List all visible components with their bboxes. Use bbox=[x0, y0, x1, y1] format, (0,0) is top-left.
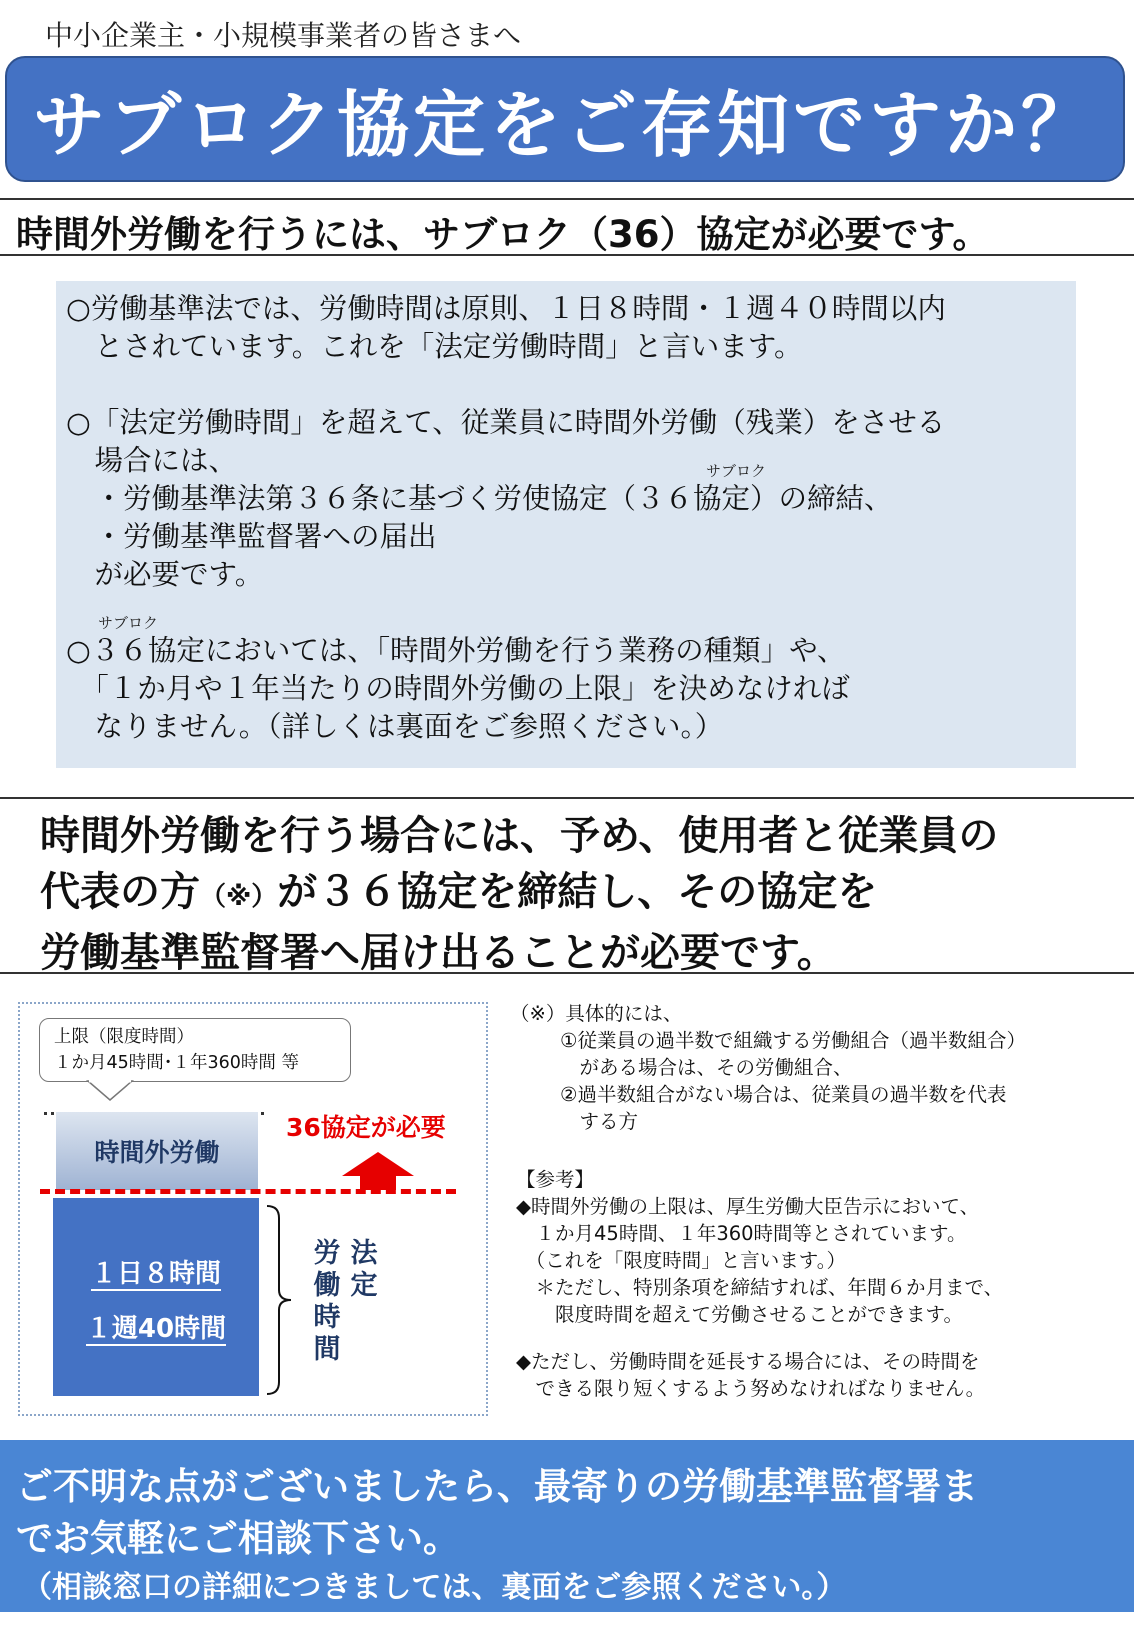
divider bbox=[0, 972, 1134, 974]
paragraph-line: ・労働基準監督署への届出 bbox=[66, 520, 437, 553]
overtime-block: 時間外労働 bbox=[56, 1112, 258, 1190]
paragraph-line: が必要です。 bbox=[66, 558, 264, 591]
reference-notes: 【参考】 ◆時間外労働の上限は、厚生労働大臣告示において、 １か月45時間、１年360時間等とされています。 （これを「限度時間」と言います。） ＊ただし、特別条項を締結すれば、年間６か月まで、 限度時間を超えて労働させることができます。 ◆ただし、労働時間を延長する場合には、その時間を できる限り短くするよう努めなければなりません。 bbox=[516, 1168, 1004, 1400]
limit-callout: 上限（限度時間） １か月45時間･１年360時間 等 bbox=[39, 1018, 351, 1082]
agreement-required-label: 36協定が必要 bbox=[286, 1113, 446, 1142]
footnote: （※）具体的には、 ①従業員の過半数で組織する労働組合（過半数組合） がある場合は、その労働組合、 ②過半数組合がない場合は、従業員の過半数を代表 する方 bbox=[510, 1002, 1026, 1133]
section2-line: 時間外労働を行う場合には、予め、使用者と従業員の bbox=[40, 813, 999, 859]
paragraph-line: とされています。これを「法定労働時間」と言います。 bbox=[66, 330, 803, 363]
divider bbox=[0, 254, 1134, 256]
callout-pointer bbox=[80, 1080, 140, 1102]
vertical-label-col2: 法 定 bbox=[350, 1238, 378, 1301]
paragraph-line: ○３６協定においては、「時間外労働を行う業務の種類」や、 bbox=[66, 634, 846, 667]
up-arrow-icon bbox=[338, 1150, 418, 1190]
title-banner bbox=[5, 56, 1125, 182]
page-title: サブロク協定をご存知ですか？ bbox=[32, 83, 1097, 167]
legal-hours-week: １週40時間 bbox=[85, 1314, 227, 1344]
section1-heading: 時間外労働を行うには、サブロク（36）協定が必要です。 bbox=[16, 213, 990, 256]
contact-banner bbox=[0, 1440, 1134, 1612]
contact-line: ご不明な点がございましたら、最寄りの労働基準監督署ま bbox=[16, 1465, 978, 1508]
paragraph-line: ○労働基準法では、労働時間は原則、１日８時間・１週４０時間以内 bbox=[66, 292, 946, 325]
paragraph-line: 「１か月や１年当たりの時間外労働の上限」を決めなければ bbox=[66, 672, 850, 705]
section2-line: 代表の方（※）が３６協定を締結し、その協定を bbox=[40, 869, 878, 915]
reference-title: 【参考】 bbox=[516, 1168, 595, 1191]
divider bbox=[0, 198, 1134, 200]
section2-heading bbox=[40, 808, 998, 981]
bracket-icon bbox=[265, 1204, 293, 1396]
paragraph-line: ○「法定労働時間」を超えて、従業員に時間外労働（残業）をさせる bbox=[66, 406, 946, 439]
contact-note: （相談窓口の詳細につきましては、裏面をご参照ください。） bbox=[22, 1570, 847, 1605]
contact-line: でお気軽にご相談下さい。 bbox=[16, 1517, 460, 1560]
divider bbox=[0, 797, 1134, 799]
legal-limit-line bbox=[40, 1189, 456, 1194]
page-subtitle: 中小企業主・小規模事業者の皆さまへ bbox=[45, 19, 522, 52]
legal-hours-day: １日８時間 bbox=[90, 1259, 221, 1289]
section2-line: 労働基準監督署へ届け出ることが必要です。 bbox=[40, 930, 837, 976]
paragraph-line: なりません。（詳しくは裏面をご参照ください。） bbox=[66, 710, 724, 743]
legal-hours-block bbox=[53, 1198, 259, 1396]
paragraph-line: ・労働基準法第３６条に基づく労使協定（３６協定）の締結、 bbox=[66, 482, 893, 515]
paragraph-line: 場合には、 bbox=[66, 444, 238, 477]
vertical-label-col1: 労 働 時 間 bbox=[313, 1238, 341, 1365]
ruby-annotation: サブロク bbox=[98, 614, 159, 632]
ruby-annotation: サブロク bbox=[706, 462, 767, 480]
